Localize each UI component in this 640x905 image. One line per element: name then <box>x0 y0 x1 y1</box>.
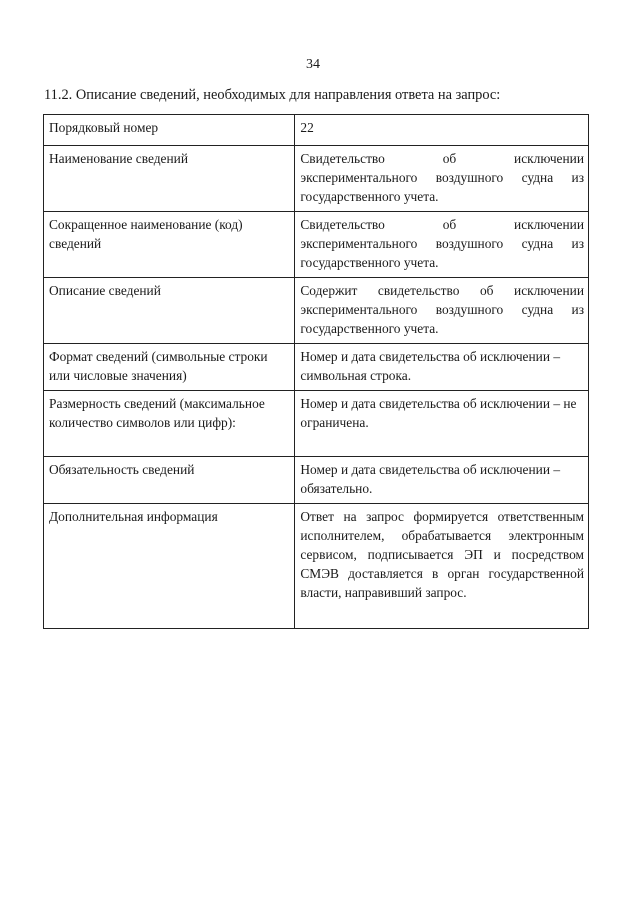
row-value: Номер и дата свидетельства об исключении – не ограничена. <box>295 391 589 457</box>
row-label: Формат сведений (символьные строки или числовые значения) <box>44 344 295 391</box>
row-label: Порядковый номер <box>44 115 295 146</box>
page-number: 34 <box>306 57 320 72</box>
row-value: Свидетельство об исключении экспериментального воздушного судна из государственного учета. <box>295 212 589 278</box>
table-row <box>44 278 589 344</box>
table-row <box>44 115 589 146</box>
table-row <box>44 457 589 504</box>
row-label: Дополнительная информация <box>44 504 295 629</box>
row-label: Обязательность сведений <box>44 457 295 504</box>
row-label: Размерность сведений (максимальное количество символов или цифр): <box>44 391 295 457</box>
info-table <box>43 114 589 629</box>
table-row <box>44 146 589 212</box>
row-label: Наименование сведений <box>44 146 295 212</box>
row-value: Свидетельство об исключении экспериментального воздушного судна из государственного учета. <box>295 146 589 212</box>
table-row <box>44 504 589 629</box>
row-value: Ответ на запрос формируется ответственным исполнителем, обрабатывается электронным сервисом, подписывается ЭП и посредством СМЭВ доставляется в орган государственной власти, направивший запрос. <box>295 504 589 629</box>
row-value: Содержит свидетельство об исключении экспериментального воздушного судна из государственного учета. <box>295 278 589 344</box>
row-label: Описание сведений <box>44 278 295 344</box>
row-value: 22 <box>295 115 589 146</box>
section-heading: 11.2. Описание сведений, необходимых для направления ответа на запрос: <box>44 87 501 103</box>
row-value: Номер и дата свидетельства об исключении – обязательно. <box>295 457 589 504</box>
row-label: Сокращенное наименование (код) сведений <box>44 212 295 278</box>
row-value: Номер и дата свидетельства об исключении – символьная строка. <box>295 344 589 391</box>
table-row <box>44 391 589 457</box>
table-row <box>44 212 589 278</box>
table-row <box>44 344 589 391</box>
